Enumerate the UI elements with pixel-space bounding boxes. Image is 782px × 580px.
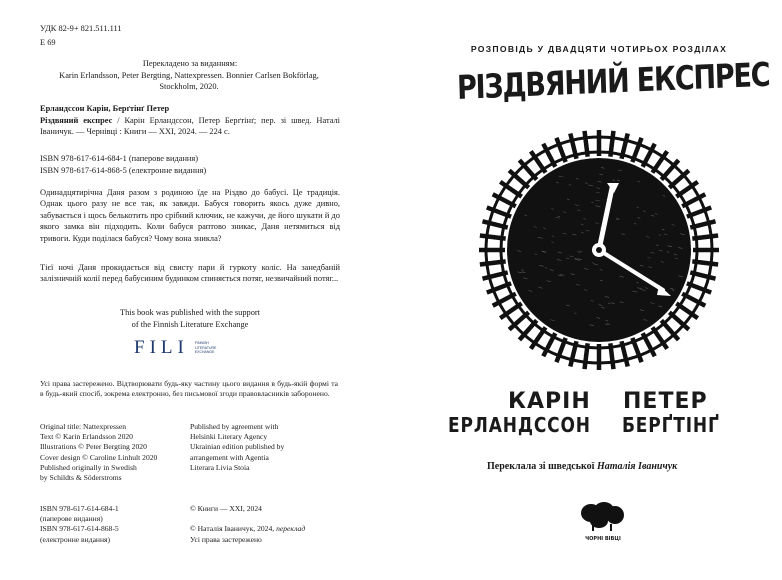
- author-2-last-name: БЕРҐТІНҐ: [622, 413, 720, 437]
- fili-logo: [134, 337, 216, 359]
- isbn-paper: ISBN 978-617-614-684-1 (паперове видання): [40, 154, 199, 163]
- fili-caption-line: FINNISH: [194, 341, 209, 346]
- publisher-logo-sheep: [576, 501, 630, 537]
- credit-line: Original title: Nattexpressen: [40, 422, 127, 431]
- isbn-block-line: ISBN 978-617-614-868-5: [40, 524, 119, 534]
- credit-line: by Schildts & Söderstroms: [40, 473, 122, 483]
- translator-name: Наталія Іваничук: [596, 461, 678, 472]
- credit-line: Ukrainian edition published by: [190, 442, 285, 452]
- annotation-paragraph-2: Тієї ночі Даня прокидається від свисту пари й гуркоту коліс. На занедбаній залізничній колії перед бабусиним будинком спиняється потяг, незвичайний потяг...: [40, 263, 340, 284]
- udk-code: УДК 82-9+ 821.511.111: [40, 24, 122, 33]
- author-1-last-name: ЕРЛАНДССОН: [448, 413, 591, 437]
- biblio-authors: Ерландссон Карін, Берґтінґ Петер: [40, 104, 170, 113]
- railway-clock-illustration: [469, 125, 729, 375]
- copyright-translator: © Наталія Іваничук, 2024,: [190, 524, 277, 534]
- biblio-rest: / Карін Ерландссон, Петер Берґтінґ; пер. зі швед. Наталі Іваничук. — Чернівці : Книги — ХХІ, 2024. — 224 с.: [40, 116, 340, 137]
- publisher-logo-text: ЧОРНІ ВІВЦІ: [585, 536, 621, 542]
- credit-line: Literara Livia Stoia: [190, 462, 250, 472]
- fili-caption-line: EXCHANGE: [194, 350, 215, 355]
- credit-line: Helsinki Literary Agency: [190, 432, 268, 442]
- author-2-first-name: ПЕТЕР: [623, 389, 708, 414]
- isbn-block-line: ISBN 978-617-614-684-1: [40, 504, 119, 513]
- translator-prefix: Переклала зі шведської: [487, 461, 597, 472]
- title-page: [391, 0, 782, 580]
- copyright-line: Усі права застережено: [190, 534, 262, 544]
- isbn-electronic: ISBN 978-617-614-868-5 (електронне видання): [40, 166, 207, 175]
- credit-line: Text © Karin Erlandsson 2020: [40, 432, 133, 442]
- source-edition: Karin Erlandsson, Peter Bergting, Nattexpressen. Bonnier Carlsen Bokförlag, Stockholm, 2020.: [59, 71, 319, 92]
- rights-notice: Усі права застережено. Відтворювати будь-яку частину цього видання в будь-якій формі та в будь-який спосіб, зокрема електронно, без письмової згоди правовласників заборонено.: [40, 379, 338, 399]
- clock-center-pin: [596, 247, 602, 253]
- credit-line: arrangement with Agentia: [190, 452, 269, 462]
- copyright-line: © Книги — ХХІ, 2024: [190, 504, 262, 513]
- credit-line: Illustrations © Peter Bergting 2020: [40, 442, 147, 452]
- biblio-record: [40, 115, 340, 138]
- isbn-block-line: (електронне видання): [40, 534, 111, 544]
- credit-line: Cover design © Caroline Linhult 2020: [40, 452, 158, 462]
- copyright-block: [190, 504, 350, 545]
- credit-line: Published by agreement with: [190, 422, 279, 431]
- copyright-line: [190, 524, 350, 534]
- support-line-2: of the Finnish Literature Exchange: [131, 320, 249, 329]
- book-title: РІЗДВЯНИЙ ЕКСПРЕС: [456, 54, 770, 107]
- credit-line: Published originally in Swedish: [40, 462, 137, 472]
- isbn-block: [40, 504, 190, 545]
- author-1-first-name: КАРІН: [508, 389, 591, 414]
- annotation-paragraph-1: Одинадцятирічна Даня разом з родиною їде на Різдво до бабусі. Це традиція. Однак цього разу не все так, як завжди. Бабуся говорить якось дуже дивно, забувається і щось белькотить про срібний ключик, не кажучи, де його шукати й до якого замка він підходить. Коли бабуся раптово зникає, Даня нетямиться від тривоги. Куди поділася бабуся? Чому вона зникла?: [40, 188, 340, 243]
- credits-left: [40, 422, 190, 483]
- book-subtitle: РОЗПОВІДЬ У ДВАДЦЯТИ ЧОТИРЬОХ РОЗДІЛАХ: [470, 44, 728, 54]
- credits-right: [190, 422, 340, 473]
- support-line-1: This book was published with the support: [119, 308, 261, 317]
- translator-credit: [487, 461, 677, 472]
- e-code: Е 69: [40, 38, 56, 47]
- fili-logo-letters: FILI: [134, 337, 189, 358]
- biblio-title: Різдвяний експрес: [40, 116, 113, 125]
- fili-caption-line: LITERATURE: [194, 345, 217, 350]
- isbn-block-line: (паперове видання): [40, 514, 103, 524]
- translated-from-label: Перекладено за виданням:: [142, 59, 238, 68]
- copyright-translation-label: переклад: [276, 524, 306, 534]
- fili-logo-caption: [195, 341, 217, 354]
